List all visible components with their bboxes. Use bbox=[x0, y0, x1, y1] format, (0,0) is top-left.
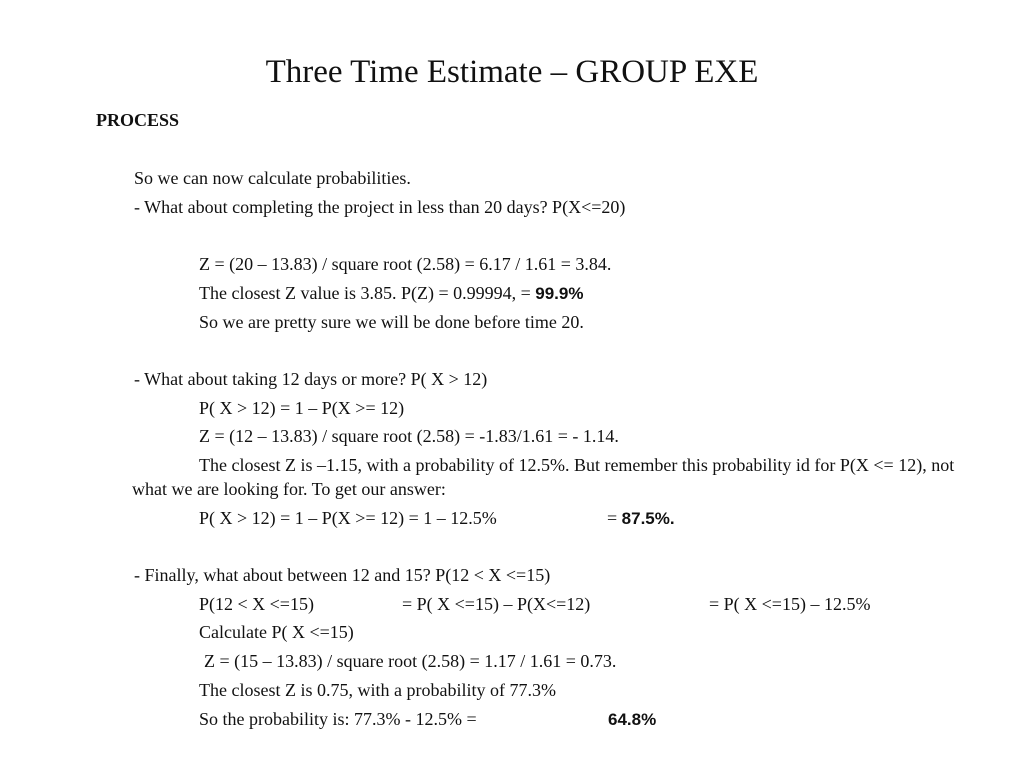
q1-answer: 99.9% bbox=[535, 284, 584, 303]
q3-expr-c: = P( X <=15) – 12.5% bbox=[709, 594, 871, 614]
q1-closest-z bbox=[199, 281, 583, 306]
q2-question: - What about taking 12 days or more? P( X > 12) bbox=[134, 369, 488, 389]
q1-z-calculation: Z = (20 – 13.83) / square root (2.58) = 6.17 / 1.61 = 3.84. bbox=[199, 254, 612, 274]
q3-z-calculation: Z = (15 – 13.83) / square root (2.58) = 1.17 / 1.61 = 0.73. bbox=[204, 651, 617, 671]
q2-final bbox=[199, 506, 675, 531]
q3-calc-label: Calculate P( X <=15) bbox=[199, 622, 354, 642]
q3-expr-a: P(12 < X <=15) bbox=[199, 594, 314, 614]
q3-question: - Finally, what about between 12 and 15? P(12 < X <=15) bbox=[134, 565, 551, 585]
q3-expansion bbox=[199, 592, 870, 616]
slide-title: Three Time Estimate – GROUP EXE bbox=[265, 54, 759, 90]
q3-closest-z: The closest Z is 0.75, with a probability of 77.3% bbox=[199, 680, 556, 700]
q3-final bbox=[199, 707, 656, 732]
q1-closest-text: The closest Z value is 3.85. P(Z) = 0.99994, = bbox=[199, 283, 531, 303]
q2-rewrite: P( X > 12) = 1 – P(X >= 12) bbox=[199, 398, 405, 418]
intro-text: So we can now calculate probabilities. bbox=[134, 168, 411, 188]
q3-final-expression: So the probability is: 77.3% - 12.5% = bbox=[199, 709, 477, 729]
q2-z-calculation: Z = (12 – 13.83) / square root (2.58) = -1.83/1.61 = - 1.14. bbox=[199, 426, 619, 446]
q2-closest-z: The closest Z is –1.15, with a probability of 12.5%. But remember this probability id for P(X <= 12), not what we are looking for. To get our answer: bbox=[132, 455, 955, 499]
q3-answer: 64.8% bbox=[608, 710, 657, 729]
q2-answer: 87.5%. bbox=[621, 509, 675, 528]
q1-question: - What about completing the project in less than 20 days? P(X<=20) bbox=[134, 197, 626, 217]
q3-expr-b: = P( X <=15) – P(X<=12) bbox=[402, 594, 591, 614]
q2-final-expression: P( X > 12) = 1 – P(X >= 12) = 1 – 12.5% bbox=[199, 508, 497, 528]
section-heading: PROCESS bbox=[96, 110, 180, 130]
q1-conclusion: So we are pretty sure we will be done before time 20. bbox=[199, 312, 584, 332]
q2-final-equals: = bbox=[607, 508, 618, 528]
